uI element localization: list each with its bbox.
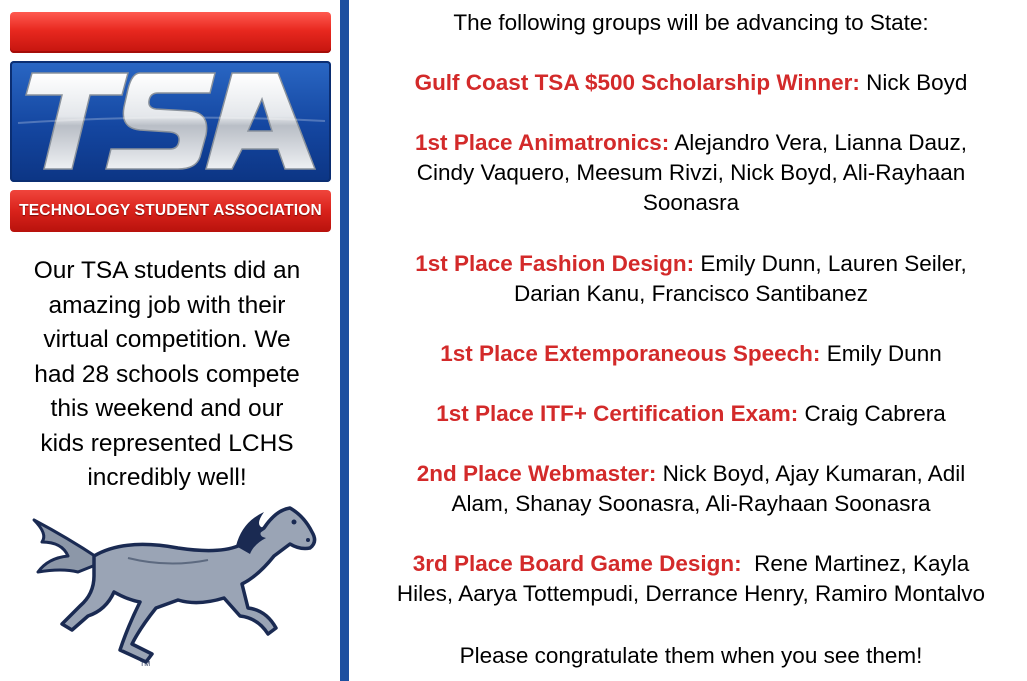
award-title: 1st Place Fashion Design: [415,251,695,276]
award-names: Alejandro Vera, Lianna Dauz, [674,130,967,155]
mustang-icon [28,498,318,668]
logo-blue-panel [10,61,331,182]
award-title: 1st Place Animatronics: [415,130,670,155]
closing-message: Please congratulate them when you see them! [459,643,923,668]
award-extemporaneous-speech [355,339,1027,369]
intro-line: kids represented LCHS [40,429,294,457]
intro-line: Our TSA students did an [33,257,301,284]
blue-divider [340,0,349,681]
logo-bottom-red-bar [10,190,331,232]
award-names-line: Cindy Vaquero, Meesum Rivzi, Nick Boyd, Ali-Rayhaan [416,160,966,185]
award-title: 3rd Place Board Game Design: [412,551,742,576]
award-names-line: Alam, Shanay Soonasra, Ali-Rayhaan Soonasra [451,491,931,516]
award-names-line: Darian Kanu, Francisco Santibanez [514,281,868,306]
award-names: Emily Dunn [826,341,942,366]
intro-line: this weekend and our [50,395,284,422]
award-board-game-design [355,549,1027,579]
award-fashion-design [355,249,1027,279]
trademark-mark: TM [140,661,151,668]
award-names: Nick Boyd, Ajay Kumaran, Adil [662,461,966,486]
award-names: Craig Cabrera [804,401,946,426]
award-names: Nick Boyd [866,70,968,95]
award-title: Gulf Coast TSA $500 Scholarship Winner: [414,70,860,95]
intro-line: virtual competition. We [43,326,291,353]
association-name: TECHNOLOGY STUDENT ASSOCIATION [19,202,322,219]
award-itf-certification [355,399,1027,429]
logo-top-red-bar [10,12,331,53]
intro-paragraph [6,254,328,496]
award-webmaster [355,459,1027,489]
award-names: Emily Dunn, Lauren Seiler, [700,251,967,276]
left-column [0,0,340,681]
tsa-letters-graphic [10,61,331,182]
award-names-line: Hiles, Aarya Tottempudi, Derrance Henry, Ramiro Montalvo [396,581,986,606]
award-title: 2nd Place Webmaster: [416,461,657,486]
award-title: 1st Place Extemporaneous Speech: [440,341,821,366]
intro-line: incredibly well! [87,464,247,491]
award-animatronics [355,128,1027,158]
tsa-logo [10,12,331,232]
intro-line: had 28 schools compete [34,360,300,388]
heading: The following groups will be advancing to State: [453,10,929,35]
award-scholarship [355,68,1027,98]
award-title: 1st Place ITF+ Certification Exam: [436,401,799,426]
award-names-line: Soonasra [642,190,740,215]
award-names: Rene Martinez, Kayla [747,551,970,576]
right-column [355,0,1027,681]
intro-line: amazing job with their [48,291,286,319]
